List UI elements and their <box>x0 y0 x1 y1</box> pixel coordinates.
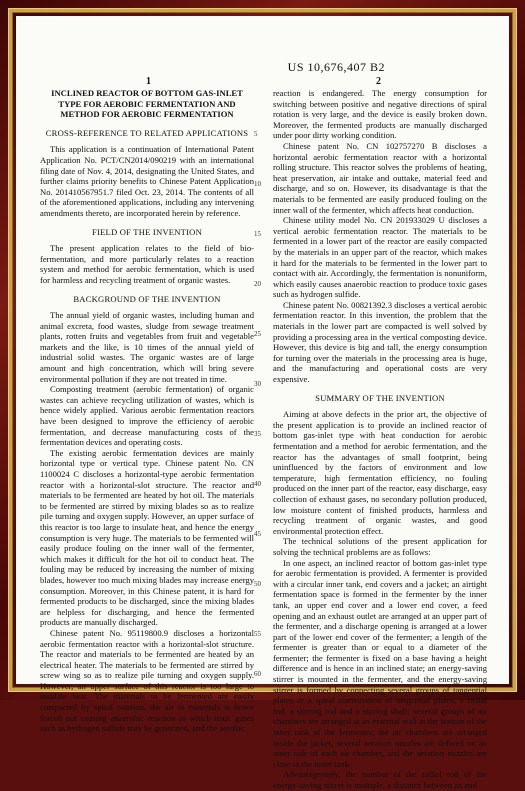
paragraph: Chinese patent No. 95119800.9 discloses a horizontal aerobic fermentation reactor with a horizontal-slot structure. The reactor and materials to be fermented are heated by an electrical heater. The materials to be fermented are stirred by screw wing so as to realize pile turning and oxygen supply. However, an upper surface of this reactor is too large to insulate heat. The materials to be fermented are easily compacted by spiral rotation, the air in materials is hence forced out causing anaerobic reaction in which toxic gases such as hydrogen sulfide may be generated, and the aerobic <box>40 627 254 734</box>
line-number: 55 <box>254 630 261 638</box>
line-number: 15 <box>254 230 261 238</box>
paragraph: The technical solutions of the present application for solving the technical problems are as follows: <box>273 536 487 557</box>
section-heading: CROSS-REFERENCE TO RELATED APPLICATIONS <box>45 127 249 138</box>
line-number: 20 <box>254 280 261 288</box>
paragraph: Chinese utility model No. CN 201933029 U discloses a vertical aerobic fermentation reactor. The materials to be fermented in a lower part of the reactor are easily compacted by the materials in an upper part of the reactor, which makes it hard for the materials to be fermented in the lower part to contact with air. Accordingly, the fermentation is nonuniform, which easily causes anaerobic reaction to produce toxic gases such as hydrogen sulfide. <box>273 215 487 300</box>
line-number: 5 <box>254 130 258 138</box>
paragraph: Chinese patent No. CN 102757270 B discloses a horizontal aerobic fermentation reactor with a horizontal rolling structure. This reactor solves the problems of heating, heat preservation, air intake and outtake, material feed and discharge, and so on. However, its disadvantage is that the materials to be fermented are easily produced fouling on the inner wall of the fermenter, which affects heat conduction. <box>273 140 487 215</box>
patent-page <box>16 16 509 790</box>
paragraph: reaction is endangered. The energy consumption for switching between positive and negative directions of spiral rotation is very large, and the device is easily broken down. Moreover, the fermented products are manually discharged under poor dirty working condition. <box>273 88 487 141</box>
line-number: 60 <box>254 670 261 678</box>
column-number-right: 2 <box>376 76 381 87</box>
line-number: 40 <box>254 480 261 488</box>
line-number: 30 <box>254 380 261 388</box>
patent-number: US 10,676,407 B2 <box>287 60 385 74</box>
section-heading: FIELD OF THE INVENTION <box>92 226 202 237</box>
line-number: 35 <box>254 430 261 438</box>
section-heading: BACKGROUND OF THE INVENTION <box>73 293 221 304</box>
paragraph: The existing aerobic fermentation devices are mainly horizontal type or vertical type. Chinese patent No. CN 1100024 C discloses a horizontal-type aerobic fermentation reactor with a horizontal-slot structure. The reactor and materials to be fermented are heated by hot oil. The materials to be fermented are stirred by mixing blades so as to realize pile turning and oxygen supply. However, an upper surface of this reactor is too large to insulate heat, and hence the energy consumption is very huge. The materials to be fermented will easily produce fouling on the inner wall of the fermenter, which makes it difficult for the hot oil to conduct heat. The fouling may be reduced by increasing the number of mixing blades, however too much mixing blades may increase energy consumption. Moreover, in this Chinese patent, it is hard for fermented products to be discharged, since the mixing blades are helpless for discharging, and hence the fermented products are manually discharged. <box>40 447 254 628</box>
column-number-left: 1 <box>146 76 151 87</box>
line-number: 45 <box>254 530 261 538</box>
section-heading: SUMMARY OF THE INVENTION <box>315 392 445 403</box>
paragraph: In one aspect, an inclined reactor of bottom gas-inlet type for aerobic fermentation is provided. A fermenter is provided with a circular inner tank, end covers and a jacket; an airtight fermentation space is formed in the fermenter by the inner tank, an upper end cover and a lower end cover, a feed opening and an exhaust outlet are arranged at an upper part of the fermenter, and a discharge opening is arranged at a lower part of the lower end cover of the fermenter; a length of the fermenter is greater than or equal to a diameter of the fermenter; the fermenter is fixed on a base having a height difference and is hence in an inclined state; an energy-saving stirrer is mounted in the fermenter, and the energy-saving stirrer is formed by connecting several groups of tangential plates or a spiral combination of tangential plates, a radial rod, a stirring rod and a stirring shaft; several groups of air chambers are arranged at an external wall at the bottom of the inner tank of the fermenter, the air chambers are arranged inside the jacket, several aeration nozzles are defined on an inner side of each air chamber, and the aeration nozzles are close to the inner tank. <box>273 557 487 769</box>
paragraph: Chinese patent No. 00821392.3 discloses a vertical aerobic fermentation reactor. In this invention, the problem that the materials in the lower part are compacted is well solved by providing a processing area in the vertical composting device. However, this device is big and tall, the energy consumption for turning over the materials in the processing area is huge, and the manufacturing and operational costs are very expensive. <box>273 299 487 385</box>
paragraph: Advantageously, the number of the radial rod of the energy-saving stirrer is multiple, a distance between an end <box>273 769 487 790</box>
paragraph: This application is a continuation of International Patent Application No. PCT/CN2014/090219 with an international filing date of Nov. 4, 2014, designating the United States, and further claims priority benefits to Chinese Patent Application No. 201410567951.7 filed Oct. 23, 2014. The contents of all of the aforementioned applications, including any intervening amendments thereto, are incorporated herein by reference. <box>40 144 254 218</box>
paragraph: The present application relates to the field of bio-fermentation, and more particularly relates to a reaction system and method for aerobic fermentation, which is used for harmless and recycling treatment of organic wastes. <box>40 243 254 285</box>
left-column <box>40 88 254 734</box>
right-column <box>273 88 487 791</box>
line-number: 25 <box>254 330 261 338</box>
paragraph: Aiming at above defects in the prior art, the objective of the present application is to provide an inclined reactor of bottom gas-inlet type with heat conduction for aerobic fermentation and a method for aerobic fermentation, and the reactor has the advantages of small footprint, being uninfluenced by the factors of environment and low temperature, high fermentation efficiency, no fouling produced on the inner part of the reactor, easy discharge, easy collection of exhaust gases, no secondary pollution produced, low moisture content of finished products, harmless and recycling treatment of organic wastes, and good environmental protection effect. <box>273 409 487 536</box>
paragraph: The annual yield of organic wastes, including human and animal excreta, food wastes, sludge from sewage treatment plants, rotten fruits and vegetables from fruit and vegetable markets and the like, is 10 times of the annual yield of industrial solid wastes. The organic wastes are of large amount and high concentration, which will bring severe environmental pollution if they are not treated in time. <box>40 310 254 384</box>
line-number: 10 <box>254 180 261 188</box>
paragraph: Composting treatment (aerobic fermentation) of organic wastes can achieve recycling utilization of wastes, which is hence widely applied. Various aerobic fermentation reactors have been designed to improve the efficiency of aerobic fermentation, and decrease manufacturing costs of the fermentation devices and operating costs. <box>40 384 254 448</box>
document-title: INCLINED REACTOR OF BOTTOM GAS-INLET TYPE FOR AEROBIC FERMENTATION AND METHOD FOR AEROBIC FERMENTATION <box>51 88 243 120</box>
line-number: 50 <box>254 580 261 588</box>
